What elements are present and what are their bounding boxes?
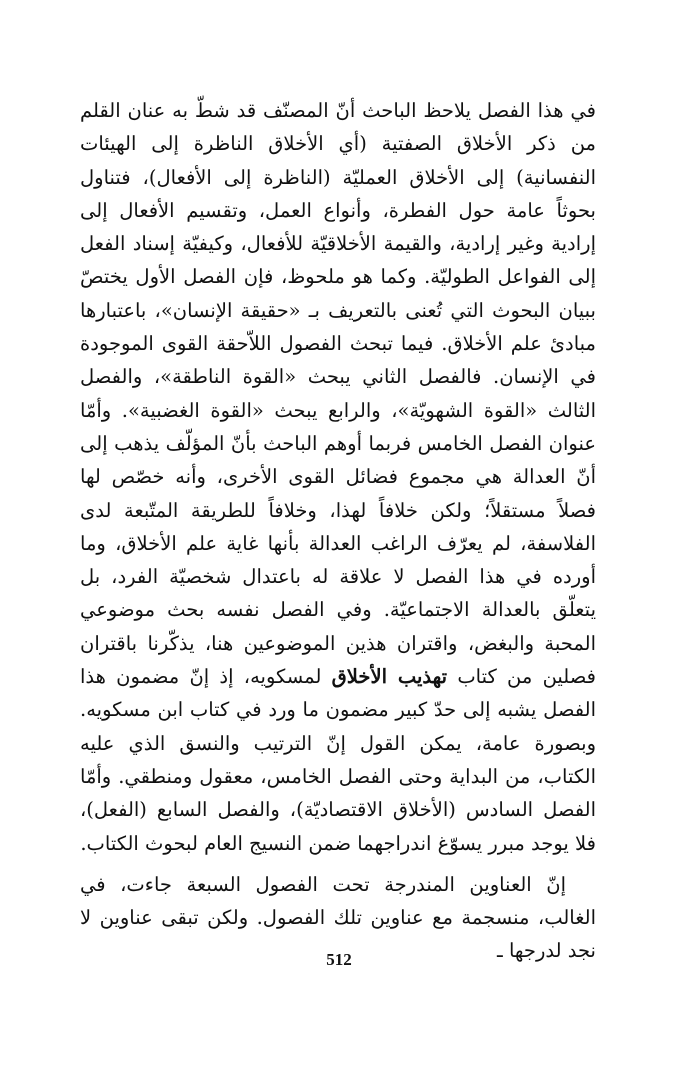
book-title-emphasis: تهذيب الأخلاق bbox=[331, 665, 448, 689]
paragraph-1-part-2: لمسكويه، إذ إنّ مضمون هذا الفصل يشبه إلى حدّ كبير مضمون ما ورد في كتاب ابن مسكويه. وبصورة عامة، يمكن القول إنّ الترتيب والنسق الذي عليه الكتاب، من البداية وحتى الفصل الخامس، معقول ومنطقي. وأمّا الفصل السادس (الأخلاق الاقتصاديّة)، والفصل السابع (الفعل)، فلا يوجد مبرر يسوّغ اندراجهما ضمن النسيج العام لبحوث الكتاب. bbox=[80, 665, 596, 855]
paragraph-2: إنّ العناوين المندرجة تحت الفصول السبعة جاءت، في الغالب، منسجمة مع عناوين تلك الفصول. ولكن تبقى عناوين لا نجد لدرجها ـ bbox=[80, 872, 596, 963]
page-number: 512 bbox=[326, 950, 352, 969]
paragraph-1-part-1: في هذا الفصل يلاحظ الباحث أنّ المصنّف قد شطّ به عنان القلم من ذكر الأخلاق الصفتية (أي الأخلاق الناظرة إلى الهيئات النفسانية) إلى الأخلاق العمليّة (الناظرة إلى الأفعال)، فتناول بحوثاً عامة حول الفطرة، وأنواع العمل، وتقسيم الأفعال إلى إرادية وغير إرادية، والقيمة الأخلاقيّة للأفعال، وكيفيّة إسناد الفعل إلى الفواعل الطوليّة. وكما هو ملحوظ، فإن الفصل الأول يختصّ ببيان البحوث التي تُعنى بالتعريف بـ «حقيقة الإنسان»، باعتبارها مبادئ علم الأخلاق. فيما تبحث الفصول اللاّحقة القوى الموجودة في الإنسان. فالفصل الثاني يبحث «القوة الناطقة»، والفصل الثالث «القوة الشهويّة»، والرابع يبحث «القوة الغضبية». وأمّا عنوان الفصل الخامس فربما أوهم الباحث بأنّ المؤلّف يذهب إلى أنّ العدالة هي مجموع فضائل القوى الأخرى، وأنه خصّص لها فصلاً مستقلاً؛ ولكن خلافاً لهذا، وخلافاً للطريقة المتّبعة لدى الفلاسفة، لم يعرّف الراغب العدالة بأنها غاية علم الأخلاق، وما أورده في هذا الفصل لا علاقة له باعتدال شخصيّة الفرد، بل يتعلّق بالعدالة الاجتماعيّة. وفي الفصل نفسه بحث موضوعي المحبة والبغض، واقتران هذين الموضوعين هنا، يذكّرنا باقتران فصلين من كتاب bbox=[80, 99, 596, 689]
body-text bbox=[80, 94, 596, 968]
paragraph-1 bbox=[80, 94, 596, 860]
